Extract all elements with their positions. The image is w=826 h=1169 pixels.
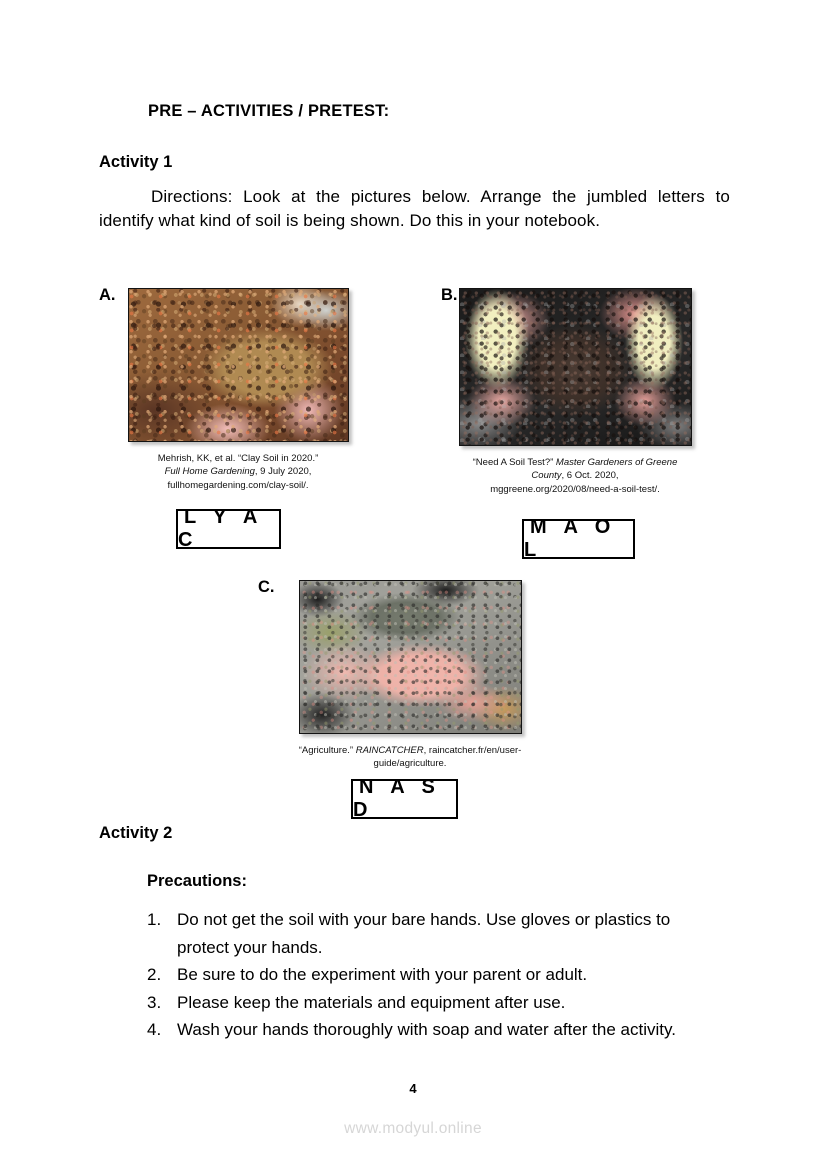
caption-c-source: RAINCATCHER <box>355 745 424 756</box>
caption-c-url2: guide/agriculture. <box>373 758 447 770</box>
precautions-list <box>147 906 712 1044</box>
caption-b-title: “Need A Soil Test?” <box>472 457 556 468</box>
caption-a-url: fullhomegardening.com/clay-soil/. <box>167 479 309 491</box>
list-item-text: Be sure to do the experiment with your parent or adult. <box>177 965 588 985</box>
activity-1-directions: Directions: Look at the pictures below. Arrange the jumbled letters to identify what kind of soil is being shown. Do this in your notebook. <box>99 187 730 231</box>
sandy-soil-photo <box>299 580 522 734</box>
caption-a-line1: Mehrish, KK, et al. “Clay Soil in 2020.” <box>157 453 319 464</box>
caption-b-source: Master Gardeners of Greene County <box>531 457 678 482</box>
answer-box-b[interactable]: M A O L <box>522 519 635 559</box>
list-item-text: Please keep the materials and equipment after use. <box>177 992 566 1012</box>
figure-label-a: A. <box>99 286 116 304</box>
list-item <box>147 1016 712 1044</box>
caption-b <box>459 456 691 496</box>
activity-2-heading: Activity 2 <box>99 824 173 842</box>
clay-soil-image-surface <box>129 289 348 441</box>
caption-b-url: mggreene.org/2020/08/need-a-soil-test/. <box>490 483 660 495</box>
list-item-number: 2. <box>147 965 162 985</box>
caption-a <box>123 452 353 492</box>
loam-soil-photo <box>459 288 692 446</box>
loam-soil-image-surface <box>460 289 691 445</box>
answer-box-c[interactable]: N A S D <box>351 779 458 819</box>
list-item-text: Wash your hands thoroughly with soap and water after the activity. <box>177 1020 676 1040</box>
list-item <box>147 961 712 989</box>
figure-label-c: C. <box>258 578 275 596</box>
figure-label-b: B. <box>441 286 458 304</box>
caption-b-date: , 6 Oct. 2020, <box>561 470 619 482</box>
caption-c-title: “Agriculture.” <box>298 745 356 756</box>
page-number: 4 <box>409 1081 417 1096</box>
caption-c <box>295 744 525 771</box>
list-item <box>147 989 712 1017</box>
list-item-number: 1. <box>147 910 162 929</box>
caption-c-url1: , raincatcher.fr/en/user- <box>423 745 522 756</box>
pretest-heading: PRE – ACTIVITIES / PRETEST: <box>148 102 390 120</box>
caption-a-date: , 9 July 2020, <box>254 466 312 478</box>
precautions-heading: Precautions: <box>147 872 247 890</box>
sandy-soil-image-surface <box>300 581 521 733</box>
list-item-number: 4. <box>147 1020 162 1040</box>
site-watermark: www.modyul.online <box>344 1120 482 1137</box>
activity-1-heading: Activity 1 <box>99 153 173 171</box>
list-item <box>147 906 712 961</box>
answer-box-a[interactable]: L Y A C <box>176 509 281 549</box>
caption-a-source: Full Home Gardening <box>164 466 255 478</box>
clay-soil-photo <box>128 288 349 442</box>
list-item-number: 3. <box>147 992 162 1012</box>
list-item-text: Do not get the soil with your bare hands. Use gloves or plastics to protect your hands. <box>177 910 671 957</box>
